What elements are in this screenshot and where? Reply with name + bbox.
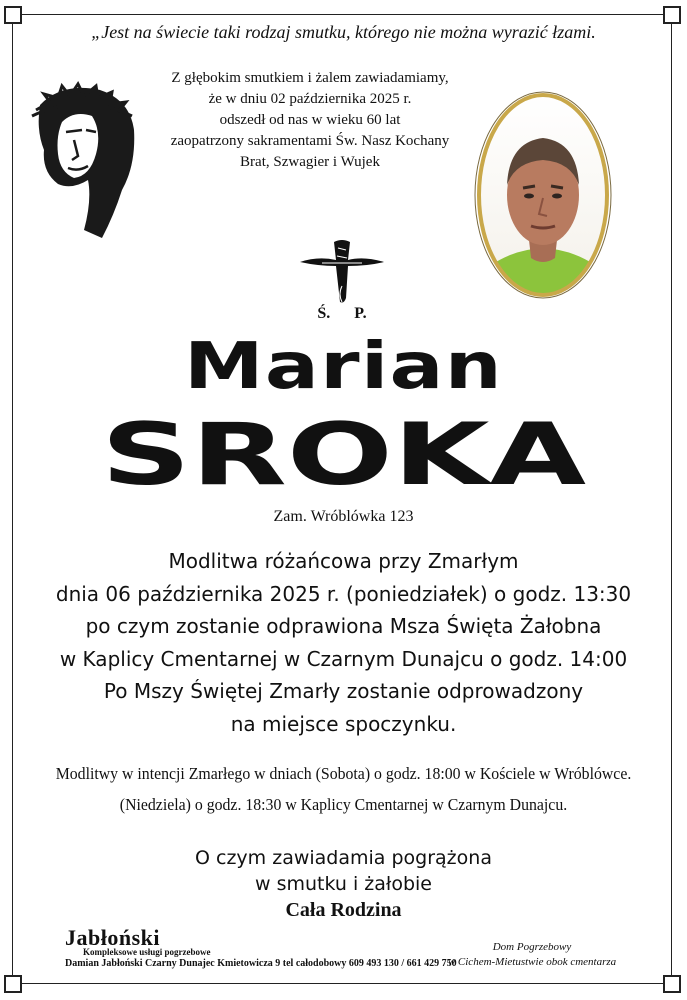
closing-note [0, 845, 687, 923]
logo-text: Jabłoński [65, 925, 160, 950]
prayer-line: (Niedziela) o godz. 18:30 w Kaplicy Cmentarnej w Czarnym Dunajcu. [119, 795, 568, 814]
deceased-portrait [473, 90, 613, 300]
prayer-schedule [0, 758, 687, 820]
family-signature: Cała Rodzina [285, 899, 402, 921]
funeral-detail-line: Modlitwa różańcowa przy Zmarłym [168, 549, 519, 573]
intro-line: odszedł od nas w wieku 60 lat [219, 112, 401, 128]
funeral-home-location [432, 940, 632, 970]
funeral-home-logo [65, 925, 211, 957]
announcement-intro [130, 68, 490, 173]
funeral-details [0, 545, 687, 740]
funeral-detail-line: na miejsce spoczynku. [230, 711, 457, 736]
location-line: Dom Pogrzebowy [492, 941, 572, 953]
deceased-address: Zam. Wróblówka 123 [273, 508, 414, 525]
deceased-first-name: Marian [184, 330, 503, 404]
funeral-detail-line: po czym zostanie odprawiona Msza Święta Żałobna [85, 614, 602, 638]
prayer-line: Modlitwy w intencji Zmarłego w dniach (Sobota) o godz. 18:00 w Kościele w Wróblówce. [55, 764, 632, 783]
quote-text: „Jest na świecie taki rodzaj smutku, którego nie można wyrazić łzami. [91, 22, 596, 42]
sp-label: Ś. P. [317, 305, 367, 321]
intro-line: że w dniu 02 października 2025 r. [208, 91, 412, 107]
closing-line: w smutku i żałobie [255, 873, 432, 895]
frame-corner-bottom-right [663, 975, 681, 993]
intro-line: zaopatrzony sakramentami Św. Nasz Kochany [170, 133, 450, 149]
funeral-detail-line: dnia 06 października 2025 r. (poniedziałek) o godz. 13:30 [55, 581, 632, 606]
cross-icon [292, 236, 392, 321]
intro-line: Brat, Szwagier i Wujek [240, 154, 380, 170]
funeral-detail-line: w Kaplicy Cmentarnej w Czarnym Dunajcu o godz. 14:00 [59, 646, 628, 671]
jesus-crown-of-thorns-icon [22, 80, 142, 240]
closing-line: O czym zawiadamia pogrążona [195, 847, 492, 869]
funeral-home-contact: Damian Jabłoński Czarny Dunajec Kmietowicza 9 tel całodobowy 609 493 130 / 661 429 750 [65, 958, 457, 969]
intro-line: Z głębokim smutkiem i żalem zawiadamiamy, [171, 70, 449, 86]
logo-subtitle: Kompleksowe usługi pogrzebowe [83, 947, 211, 957]
frame-corner-bottom-left [4, 975, 22, 993]
deceased-last-name: SROKA [101, 405, 586, 505]
funeral-detail-line: Po Mszy Świętej Zmarły zostanie odprowadzony [103, 679, 584, 703]
location-line: w Cichem-Mietustwie obok cmentarza [447, 956, 617, 968]
